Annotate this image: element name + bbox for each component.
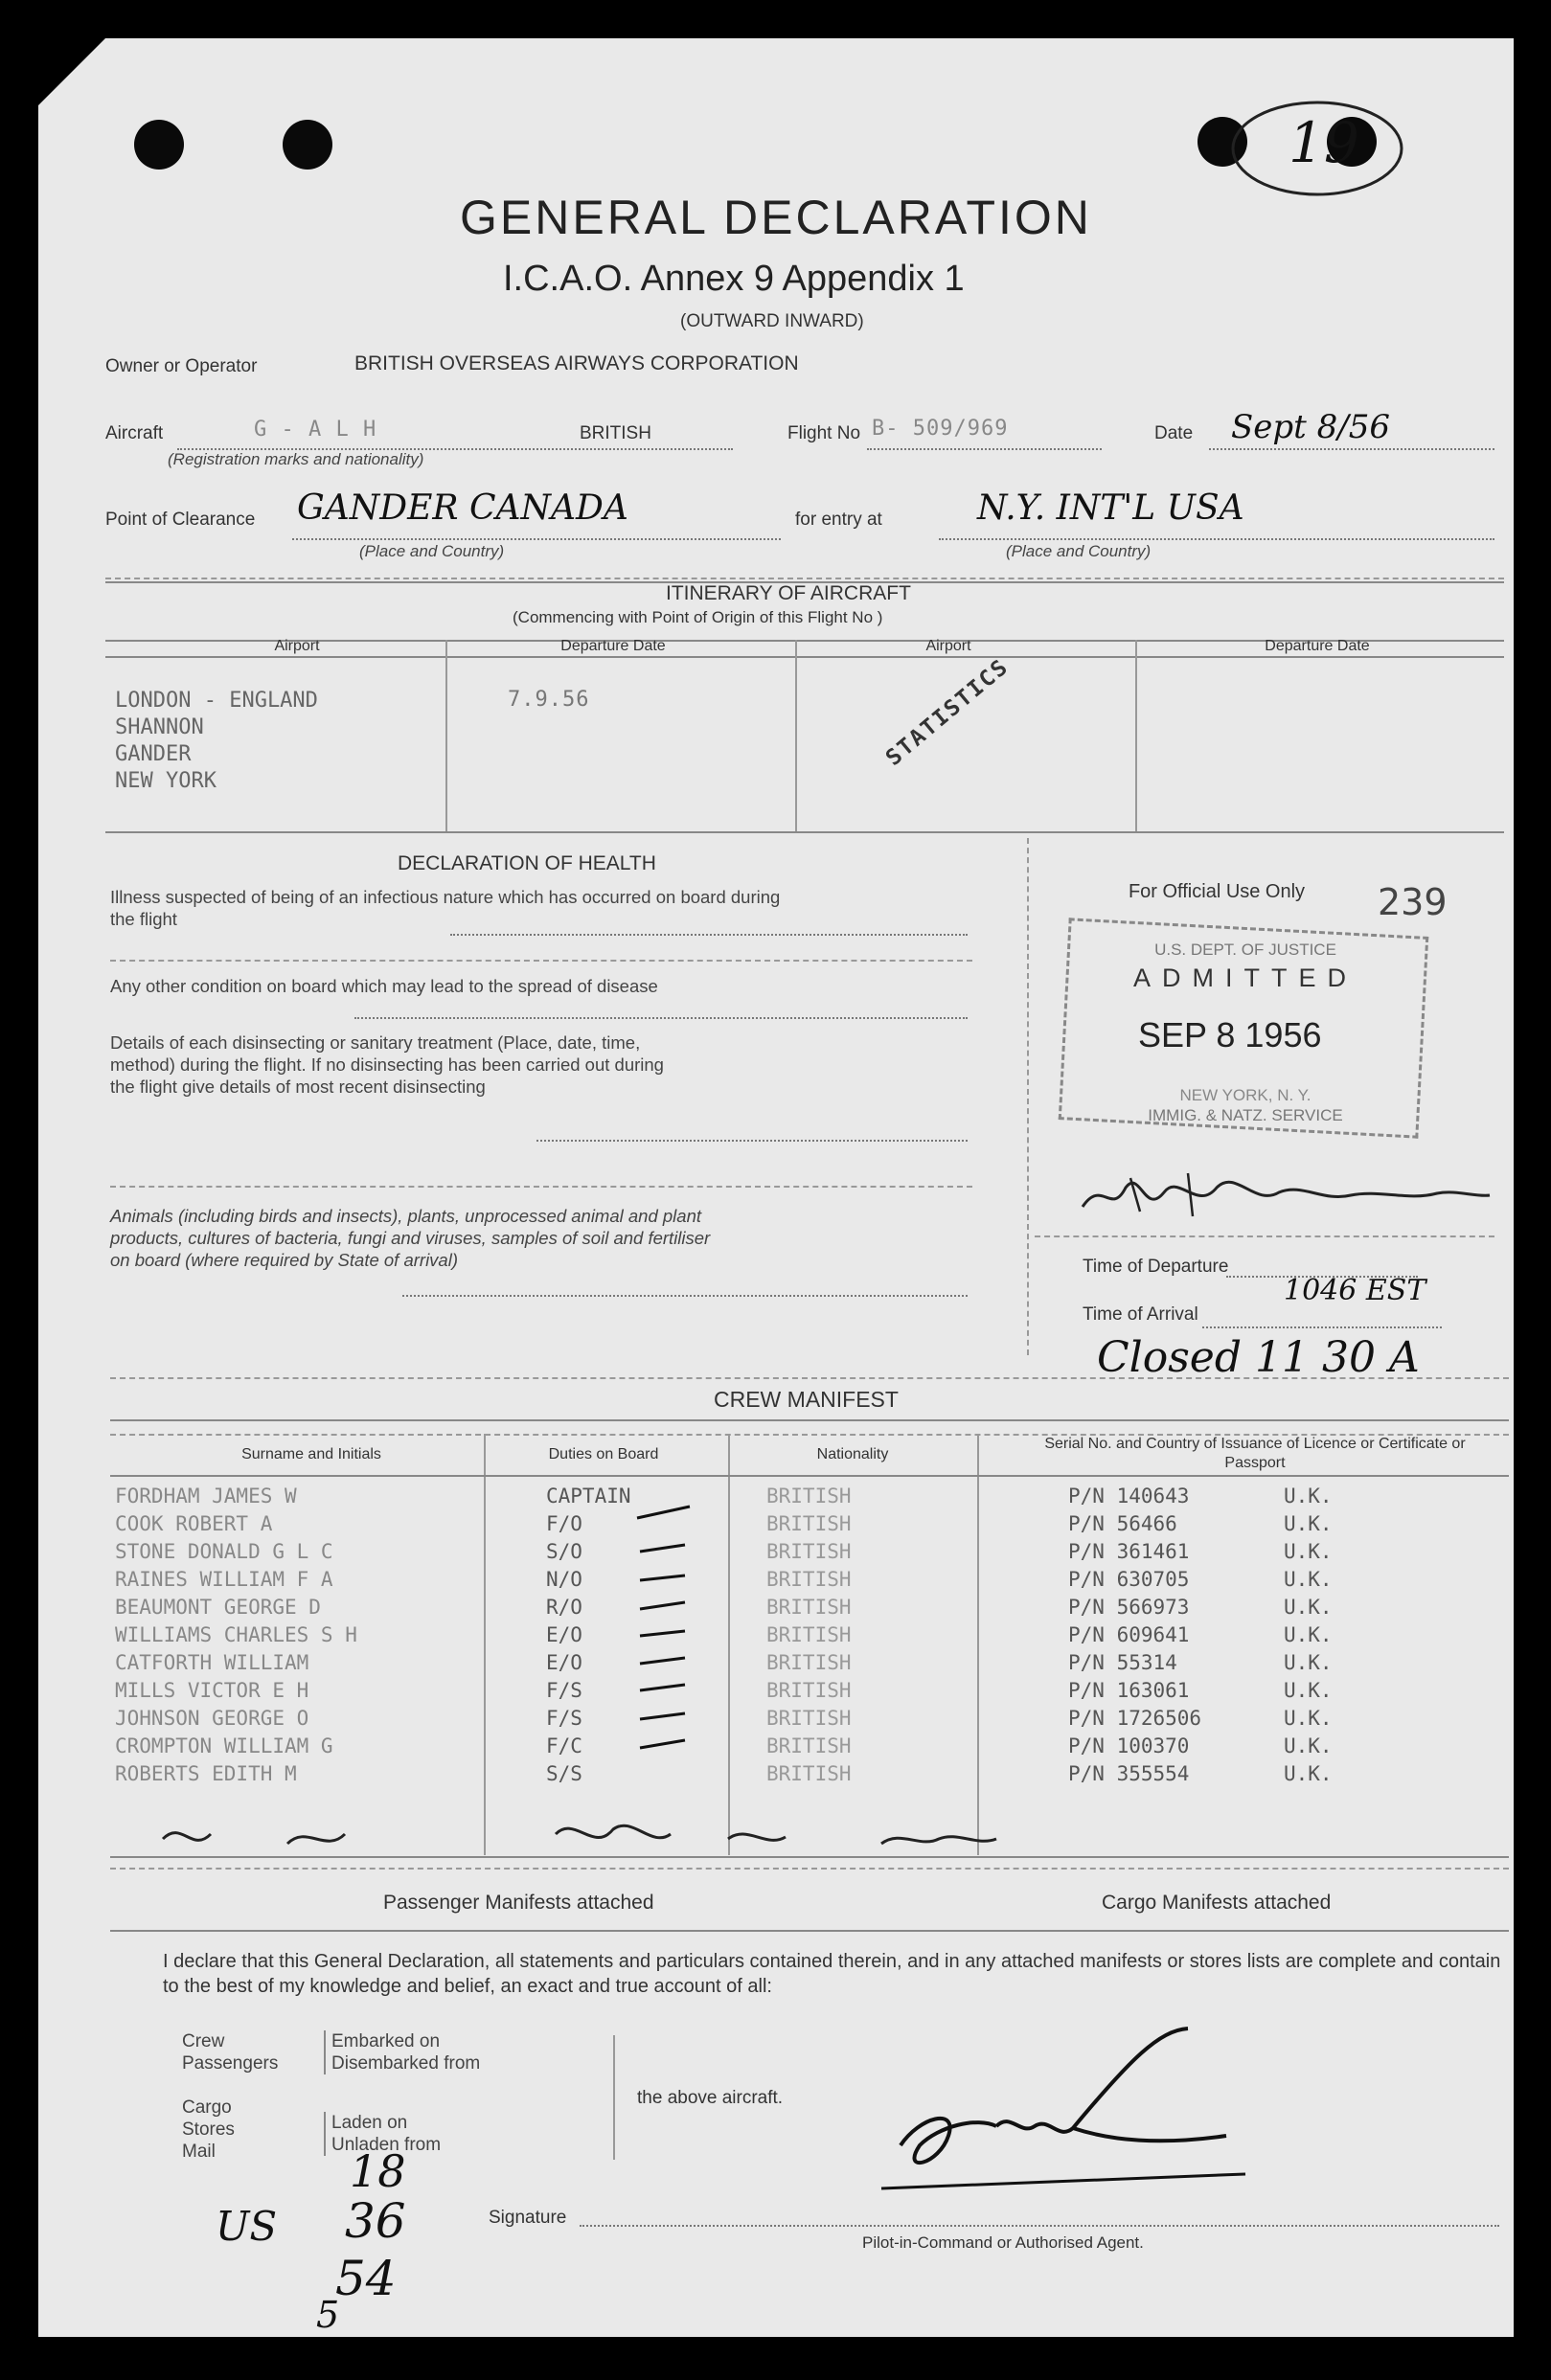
crew-col-nationality: Nationality [816, 1446, 889, 1462]
page-number: 19 [1289, 110, 1359, 175]
declaration-actions-2: Laden on Unladen from [324, 2112, 441, 2156]
table-row: P/N 140643 [1068, 1485, 1190, 1507]
list-item: GANDER [115, 742, 192, 766]
table-row: CROMPTON WILLIAM G [115, 1734, 333, 1757]
entry-value: N.Y. INT'L USA [977, 488, 1244, 528]
health-infectious: Illness suspected of being of an infectious nature which has occurred on board during the flight [110, 887, 781, 929]
torn-corner [38, 38, 105, 105]
table-row: BRITISH [766, 1707, 852, 1730]
entry-label: for entry at [795, 510, 882, 530]
table-row: U.K. [1284, 1762, 1333, 1785]
table-row: U.K. [1284, 1568, 1333, 1591]
closed-note: Closed 11 30 A [1097, 1333, 1420, 1382]
table-row: U.K. [1284, 1651, 1333, 1674]
table-row: JOHNSON GEORGE O [115, 1707, 309, 1730]
arrival-time-label: Time of Arrival [1083, 1304, 1198, 1325]
table-row: BRITISH [766, 1540, 852, 1563]
above-aircraft-text: the above aircraft. [637, 2088, 784, 2108]
crew-duties [546, 1483, 631, 1788]
flight-no-value: B- 509/969 [872, 417, 1009, 441]
registration-hint: (Registration marks and nationality) [168, 450, 424, 468]
tally-18: 18 [350, 2145, 406, 2197]
table-row: U.K. [1284, 1512, 1333, 1535]
crew-serials [1068, 1483, 1201, 1788]
table-row: BRITISH [766, 1623, 852, 1646]
table-row: P/N 609641 [1068, 1623, 1190, 1646]
table-row: P/N 1726506 [1068, 1707, 1202, 1730]
table-row: BRITISH [766, 1512, 852, 1535]
itinerary-col-airport: Airport [274, 638, 320, 654]
table-row: U.K. [1284, 1596, 1333, 1619]
itinerary-col-departure-2: Departure Date [1265, 638, 1370, 654]
health-disinsecting: Details of each disinsecting or sanitary treatment (Place, date, time, method) during the flight. If no disinsecting has been carried out during the flight give details of most recent disinsecting [110, 1032, 664, 1097]
stamp-dept: U.S. DEPT. OF JUSTICE [1154, 941, 1336, 959]
table-row: P/N 361461 [1068, 1540, 1190, 1563]
crew-col-duties: Duties on Board [548, 1446, 659, 1462]
stamp-service: IMMIG. & NATZ. SERVICE [1148, 1106, 1343, 1124]
form-subtitle: I.C.A.O. Annex 9 Appendix 1 [503, 259, 965, 299]
declaration-groups: Crew Passengers Cargo Stores Mail [182, 2031, 279, 2162]
itinerary-departure-date: 7.9.56 [508, 688, 590, 712]
statistics-stamp: STATISTICS [881, 654, 1015, 771]
owner-label: Owner or Operator [105, 356, 258, 376]
table-row: F/S [546, 1707, 582, 1730]
signature-role: Pilot-in-Command or Authorised Agent. [862, 2233, 1144, 2252]
stamp-date: SEP 8 1956 [1138, 1015, 1322, 1054]
table-row: ROBERTS EDITH M [115, 1762, 297, 1785]
entry-hint: (Place and Country) [1006, 542, 1152, 560]
table-row: U.K. [1284, 1623, 1333, 1646]
table-row: F/S [546, 1679, 582, 1702]
aircraft-registration: G - A L H [254, 418, 377, 442]
table-row: P/N 100370 [1068, 1734, 1190, 1757]
table-row: BEAUMONT GEORGE D [115, 1596, 321, 1619]
stamp-admitted: ADMITTED [1133, 963, 1357, 992]
table-row: U.K. [1284, 1707, 1333, 1730]
punch-hole [134, 120, 184, 170]
tally-54: 54 [335, 2251, 397, 2306]
table-row: BRITISH [766, 1568, 852, 1591]
table-row: S/O [546, 1540, 582, 1563]
table-row: R/O [546, 1596, 582, 1619]
table-row: F/O [546, 1512, 582, 1535]
table-row: BRITISH [766, 1734, 852, 1757]
table-row: P/N 55314 [1068, 1651, 1177, 1674]
table-row: P/N 355554 [1068, 1762, 1190, 1785]
document-page [38, 38, 1514, 2337]
table-row: E/O [546, 1651, 582, 1674]
itinerary-col-airport-2: Airport [925, 638, 971, 654]
crew-surnames [115, 1483, 357, 1788]
health-animals: Animals (including birds and insects), plants, unprocessed animal and plant products, cultures of bacteria, fungi and viruses, samples of soil and fertiliser on board (where required by State of arrival) [110, 1206, 711, 1270]
table-row: S/S [546, 1762, 582, 1785]
list-item: NEW YORK [115, 769, 217, 793]
date-value: Sept 8/56 [1231, 408, 1390, 446]
official-use-label: For Official Use Only [1128, 881, 1306, 902]
crew-col-surname: Surname and Initials [241, 1446, 381, 1462]
list-item: SHANNON [115, 715, 204, 739]
flight-no-label: Flight No [787, 423, 861, 443]
arrival-time-value: 1046 EST [1284, 1274, 1426, 1307]
form-title: GENERAL DECLARATION [460, 191, 1092, 244]
signature-label: Signature [489, 2208, 567, 2228]
declaration-text: I declare that this General Declaration, all statements and particulars contained therein, and in any attached manifests or stores lists are complete and contain to the best of my knowledge and belief, an exact and true account of all: [163, 1951, 1501, 1997]
table-row: MILLS VICTOR E H [115, 1679, 309, 1702]
clearance-hint: (Place and Country) [359, 542, 505, 560]
itinerary-title: ITINERARY OF AIRCRAFT [666, 582, 911, 604]
pilot-signature-icon [843, 2021, 1284, 2212]
table-row: BRITISH [766, 1679, 852, 1702]
list-item: LONDON - ENGLAND [115, 689, 318, 713]
table-row: U.K. [1284, 1679, 1333, 1702]
table-row: U.K. [1284, 1540, 1333, 1563]
passenger-manifests-label: Passenger Manifests attached [383, 1892, 654, 1914]
clearance-value: GANDER CANADA [297, 488, 628, 528]
aircraft-label: Aircraft [105, 423, 164, 443]
table-row: FORDHAM JAMES W [115, 1485, 297, 1507]
itinerary-airports [115, 688, 318, 795]
table-row: U.K. [1284, 1485, 1333, 1507]
official-number: 239 [1378, 881, 1448, 923]
health-other-condition: Any other condition on board which may lead to the spread of disease [110, 976, 658, 996]
table-row: F/C [546, 1734, 582, 1757]
official-signature-icon [1073, 1159, 1494, 1235]
ditto-marks-icon [632, 1480, 747, 1796]
itinerary-subtitle: (Commencing with Point of Origin of this Flight No ) [513, 608, 883, 626]
cargo-manifests-label: Cargo Manifests attached [1102, 1892, 1332, 1914]
table-row: BRITISH [766, 1596, 852, 1619]
table-row: N/O [546, 1568, 582, 1591]
owner-value: BRITISH OVERSEAS AIRWAYS CORPORATION [354, 352, 799, 374]
table-row: P/N 566973 [1068, 1596, 1190, 1619]
table-row: BRITISH [766, 1485, 852, 1507]
crew-country [1284, 1483, 1333, 1788]
tally-5: 5 [316, 2294, 340, 2336]
crew-title: CREW MANIFEST [714, 1387, 899, 1412]
tally-us: US [216, 2203, 278, 2250]
aircraft-nationality: BRITISH [580, 423, 651, 443]
table-row: P/N 630705 [1068, 1568, 1190, 1591]
table-row: RAINES WILLIAM F A [115, 1568, 333, 1591]
punch-hole [283, 120, 332, 170]
table-row: COOK ROBERT A [115, 1512, 273, 1535]
table-row: BRITISH [766, 1762, 852, 1785]
table-row: CATFORTH WILLIAM [115, 1651, 309, 1674]
health-title: DECLARATION OF HEALTH [398, 852, 656, 874]
date-label: Date [1154, 423, 1194, 443]
stamp-location: NEW YORK, N. Y. [1179, 1086, 1312, 1104]
itinerary-col-departure: Departure Date [560, 638, 666, 654]
crew-col-serial: Serial No. and Country of Issuance of Licence or Certificate or Passport [1044, 1436, 1466, 1471]
table-row: P/N 163061 [1068, 1679, 1190, 1702]
clearance-label: Point of Clearance [105, 510, 256, 530]
tally-36: 36 [345, 2193, 406, 2249]
crew-handwritten-scrawl-icon [153, 1810, 1207, 1868]
crew-nationality [766, 1483, 852, 1788]
table-row: E/O [546, 1623, 582, 1646]
table-row: BRITISH [766, 1651, 852, 1674]
table-row: WILLIAMS CHARLES S H [115, 1623, 357, 1646]
departure-time-label: Time of Departure [1083, 1257, 1229, 1277]
form-direction: (OUTWARD INWARD) [680, 311, 864, 331]
table-row: STONE DONALD G L C [115, 1540, 333, 1563]
table-row: U.K. [1284, 1734, 1333, 1757]
table-row: CAPTAIN [546, 1485, 631, 1507]
table-row: P/N 56466 [1068, 1512, 1177, 1535]
declaration-actions: Embarked on Disembarked from [324, 2030, 480, 2074]
